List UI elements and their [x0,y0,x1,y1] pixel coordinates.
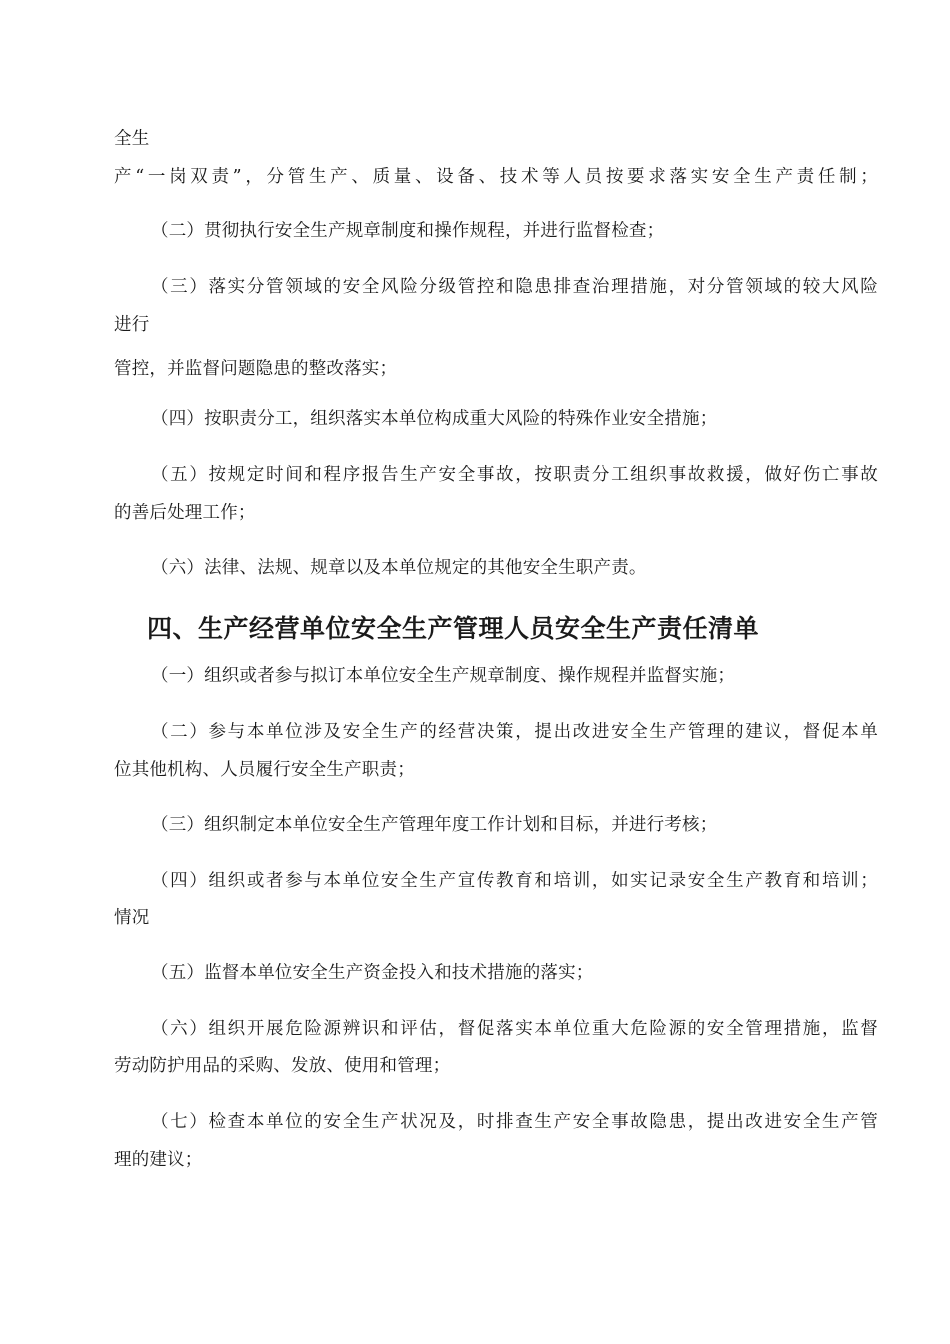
list-item-continuation: 的善后处理工作； [114,503,256,523]
list-item: （一）组织或者参与拟订本单位安全生产规章制度、操作规程并监督实施； [151,666,736,686]
paragraph-line: 产“一岗双责”，分管生产、质量、设备、技术等人员按要求落实安全生产责任制； [114,167,878,187]
list-item: （三）落实分管领域的安全风险分级管控和隐患排查治理措施，对分管领域的较大风险 [151,277,878,297]
paragraph-line: 全生 [114,129,150,149]
list-item: （二）贯彻执行安全生产规章制度和操作规程，并进行监督检查； [151,221,665,241]
list-item: （五）监督本单位安全生产资金投入和技术措施的落实； [151,963,594,983]
list-item: （六）法律、法规、规章以及本单位规定的其他安全生职产责。 [151,558,647,578]
list-item-continuation: 劳动防护用品的采购、发放、使用和管理； [114,1056,451,1076]
list-item: （五）按规定时间和程序报告生产安全事故，按职责分工组织事故救援，做好伤亡事故 [151,465,878,485]
list-item: （二）参与本单位涉及安全生产的经营决策，提出改进安全生产管理的建议，督促本单 [151,722,878,742]
list-item: （四）组织或者参与本单位安全生产宣传教育和培训，如实记录安全生产教育和培训； [151,871,878,891]
list-item: （七）检查本单位的安全生产状况及，时排查生产安全事故隐患，提出改进安全生产管 [151,1112,878,1132]
section-heading: 四、生产经营单位安全生产管理人员安全生产责任清单 [147,614,760,643]
list-item-continuation: 进行 [114,315,150,335]
list-item-continuation: 理的建议； [114,1150,203,1170]
list-item-continuation: 位其他机构、人员履行安全生产职责； [114,760,415,780]
list-item: （四）按职责分工，组织落实本单位构成重大风险的特殊作业安全措施； [151,409,718,429]
list-item-continuation: 管控，并监督问题隐患的整改落实； [114,359,398,379]
list-item: （三）组织制定本单位安全生产管理年度工作计划和目标，并进行考核； [151,815,718,835]
list-item-continuation: 情况 [114,908,150,928]
list-item: （六）组织开展危险源辨识和评估，督促落实本单位重大危险源的安全管理措施，监督 [151,1019,878,1039]
